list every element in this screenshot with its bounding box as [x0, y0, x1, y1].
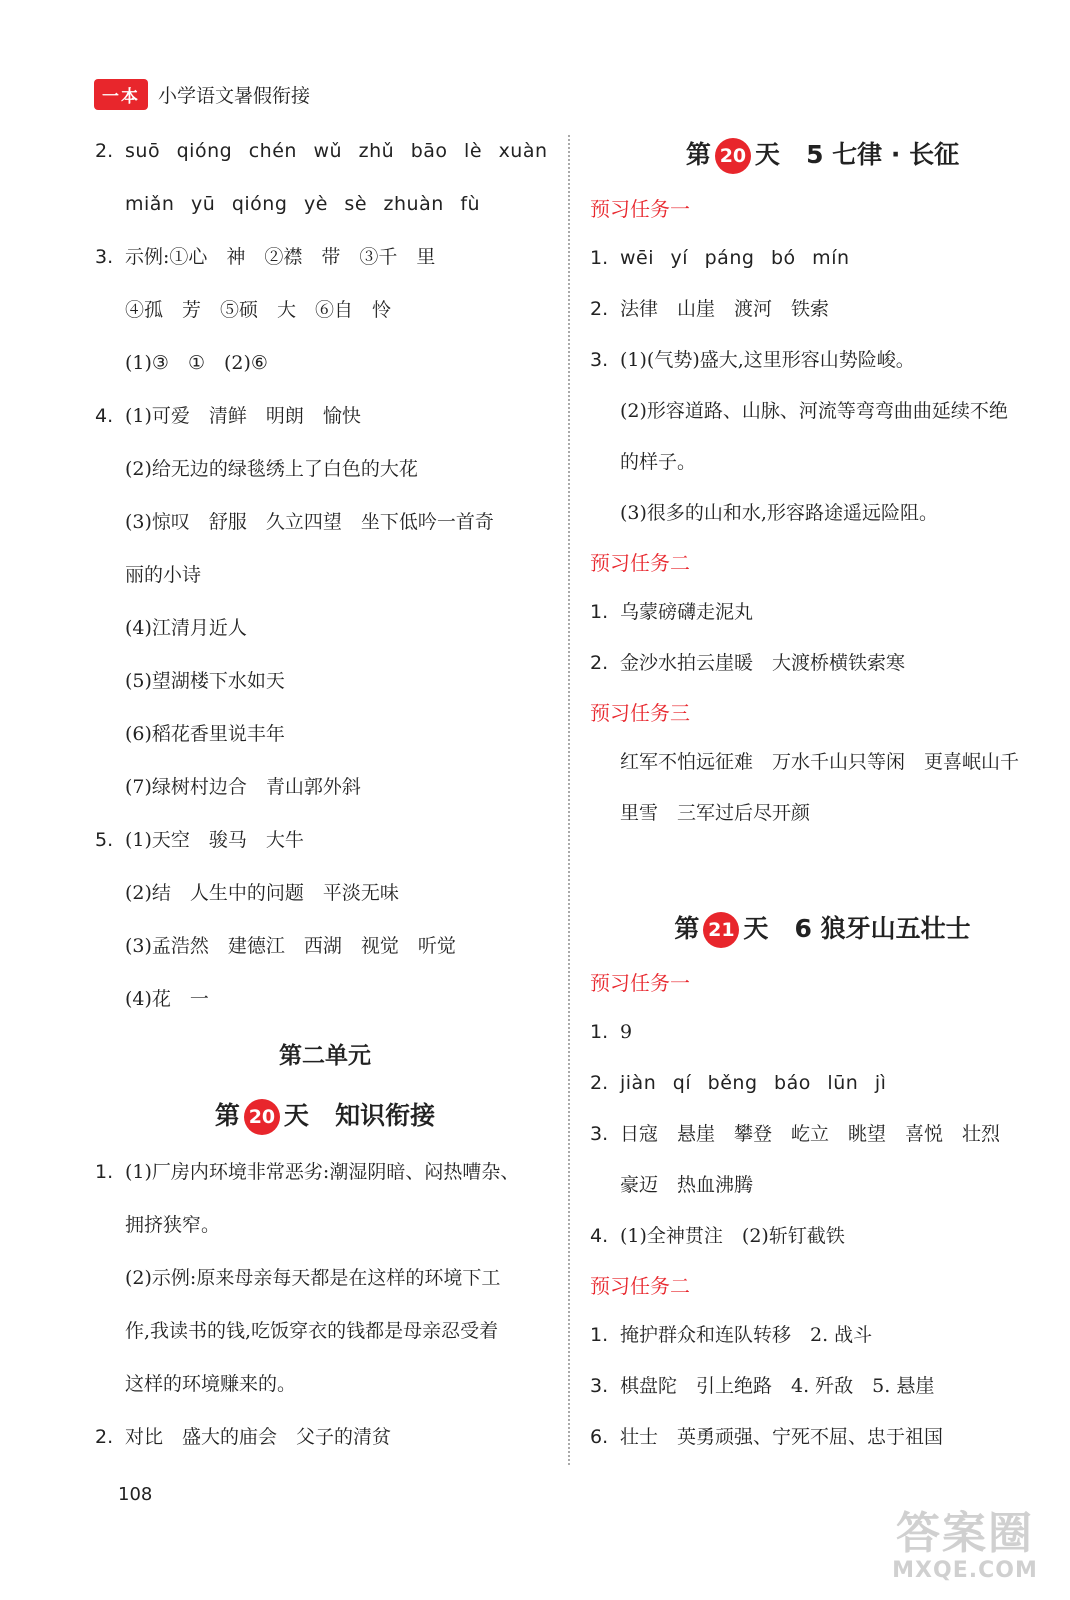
answer-line [95, 867, 555, 920]
answer-text: 里雪 三军过后尽开颜 [620, 802, 811, 824]
day-heading-right-2: 第 21 天 6 狼牙山五壮士 [590, 899, 1055, 959]
answer-text: 金沙水拍云崖暖 大渡桥横铁索寒 [620, 652, 906, 674]
task-heading: 预习任务二 [590, 551, 690, 575]
answer-text: (2)结 人生中的问题 平淡无味 [125, 882, 399, 904]
answer-text: 作,我读书的钱,吃饭穿衣的钱都是母亲忍受着 [125, 1320, 499, 1342]
answer-text: (7)绿树村边合 青山郭外斜 [125, 776, 361, 798]
answer-line [590, 1109, 1055, 1160]
answer-text: wēi yí páng bó mín [620, 247, 850, 269]
answer-line [590, 1361, 1055, 1412]
answer-text: (2)给无边的绿毯绣上了白色的大花 [125, 458, 418, 480]
watermark [870, 1510, 1060, 1590]
answer-line [95, 814, 555, 867]
answer-text: 壮士 英勇顽强、宁死不屈、忠于祖国 [620, 1426, 944, 1448]
day-heading-right-1: 第 20 天 5 七律 · 长征 [590, 125, 1055, 185]
answer-line [590, 488, 1055, 539]
answer-line [590, 587, 1055, 638]
answer-text: suō qióng chén wǔ zhǔ bāo lè xuàn [125, 140, 548, 162]
answer-line [590, 1310, 1055, 1361]
watermark-text: 答案圈 [896, 1508, 1034, 1559]
answer-line [95, 231, 555, 284]
answer-line [95, 390, 555, 443]
item-number: 1. [590, 601, 609, 623]
answer-text: 这样的环境赚来的。 [125, 1373, 297, 1395]
answer-text: 法律 山崖 渡河 铁索 [620, 298, 830, 320]
item-number: 5. [95, 829, 114, 851]
answer-line [95, 602, 555, 655]
item-number: 3. [590, 1375, 609, 1397]
answer-text: 9 [620, 1021, 633, 1043]
answer-line [95, 1358, 555, 1411]
answer-line [590, 1058, 1055, 1109]
item-number: 6. [590, 1426, 609, 1448]
day-number-badge: 20 [244, 1099, 280, 1135]
answer-line [95, 337, 555, 390]
day-number-badge: 20 [715, 138, 751, 174]
answer-line [95, 1146, 555, 1199]
watermark-url: MXQE.COM [892, 1558, 1038, 1583]
answer-text: 对比 盛大的庙会 父子的清贫 [125, 1426, 392, 1448]
answer-text: (2)形容道路、山脉、河流等弯弯曲曲延续不绝 [620, 400, 1008, 422]
answer-text: 拥挤狭窄。 [125, 1214, 221, 1236]
item-number: 1. [95, 1161, 114, 1183]
answer-text: 豪迈 热血沸腾 [620, 1174, 754, 1196]
book-title: 小学语文暑假衔接 [158, 84, 311, 107]
item-number: 1. [590, 1021, 609, 1043]
answer-line [95, 125, 555, 178]
answer-line [590, 233, 1055, 284]
item-number: 4. [590, 1225, 609, 1247]
answer-line [95, 1305, 555, 1358]
item-number: 3. [95, 246, 114, 268]
brand-logo: 一本 [94, 79, 148, 110]
answer-text: 红军不怕远征难 万水千山只等闲 更喜岷山千 [620, 751, 1020, 773]
task-heading: 预习任务一 [590, 197, 690, 221]
answer-line [590, 386, 1055, 437]
answer-text: (3)孟浩然 建德江 西湖 视觉 听觉 [125, 935, 456, 957]
task-heading: 预习任务二 [590, 1274, 690, 1298]
page-number: 108 [118, 1484, 153, 1505]
column-divider [568, 135, 570, 1465]
item-number: 2. [590, 298, 609, 320]
answer-text: 的样子。 [620, 451, 697, 473]
answer-text: (5)望湖楼下水如天 [125, 670, 285, 692]
answer-text: (4)江清月近人 [125, 617, 247, 639]
answer-text: (4)花 一 [125, 988, 209, 1010]
answer-line [95, 549, 555, 602]
answer-text: 棋盘陀 引上绝路 4. 歼敌 5. 悬崖 [620, 1375, 935, 1397]
day-number-badge: 21 [703, 912, 739, 948]
answer-line [590, 335, 1055, 386]
answer-text: 丽的小诗 [125, 564, 202, 586]
item-number: 2. [590, 1072, 609, 1094]
left-column [95, 125, 555, 1464]
answer-line [95, 708, 555, 761]
right-column [590, 125, 1055, 1463]
unit-title: 第二单元 [279, 1043, 371, 1069]
answer-line [95, 1252, 555, 1305]
answer-text: (1)可爱 清鲜 明朗 愉快 [125, 405, 361, 427]
answer-text: (6)稻花香里说丰年 [125, 723, 285, 745]
answer-text: ④孤 芳 ⑤硕 大 ⑥自 怜 [125, 299, 392, 321]
answer-text: 乌蒙磅礴走泥丸 [620, 601, 754, 623]
day-heading-left: 第 20 天 知识衔接 [95, 1086, 555, 1146]
item-number: 4. [95, 405, 114, 427]
answer-line [590, 1007, 1055, 1058]
answer-text: (1)③ ① (2)⑥ [125, 352, 268, 374]
answer-line [95, 1199, 555, 1252]
task-heading: 预习任务三 [590, 701, 690, 725]
answer-text: (2)示例:原来母亲每天都是在这样的环境下工 [125, 1267, 501, 1289]
answer-line [95, 1411, 555, 1464]
answer-line [95, 178, 555, 231]
answer-line [95, 284, 555, 337]
answer-line [590, 1211, 1055, 1262]
item-number: 2. [95, 140, 114, 162]
item-number: 3. [590, 349, 609, 371]
answer-text: (1)厂房内环境非常恶劣:潮湿阴暗、闷热嘈杂、 [125, 1161, 520, 1183]
answer-text: jiàn qí běng báo lūn jì [620, 1072, 887, 1094]
answer-text: (3)很多的山和水,形容路途遥远险阻。 [620, 502, 938, 524]
answer-line [590, 788, 1055, 839]
answer-text: 掩护群众和连队转移 2. 战斗 [620, 1324, 873, 1346]
answer-text: 日寇 悬崖 攀登 屹立 眺望 喜悦 壮烈 [620, 1123, 1001, 1145]
answer-line [590, 1160, 1055, 1211]
answer-text: 示例:①心 神 ②襟 带 ③千 里 [125, 246, 436, 268]
answer-line [95, 920, 555, 973]
answer-line [590, 1412, 1055, 1463]
answer-line [590, 737, 1055, 788]
answer-line [590, 437, 1055, 488]
answer-text: (1)天空 骏马 大牛 [125, 829, 304, 851]
answer-text: (1)(气势)盛大,这里形容山势险峻。 [620, 349, 915, 371]
item-number: 2. [95, 1426, 114, 1448]
answer-line [590, 284, 1055, 335]
answer-line [590, 638, 1055, 689]
answer-line [95, 655, 555, 708]
item-number: 1. [590, 1324, 609, 1346]
answer-text: miǎn yū qióng yè sè zhuàn fù [125, 193, 481, 215]
item-number: 2. [590, 652, 609, 674]
answer-text: (1)全神贯注 (2)斩钉截铁 [620, 1225, 845, 1247]
page-header [94, 78, 310, 110]
answer-text: (3)惊叹 舒服 久立四望 坐下低吟一首奇 [125, 511, 494, 533]
task-heading: 预习任务一 [590, 971, 690, 995]
item-number: 1. [590, 247, 609, 269]
answer-line [95, 761, 555, 814]
answer-line [95, 973, 555, 1026]
answer-line [95, 496, 555, 549]
answer-line [95, 443, 555, 496]
item-number: 3. [590, 1123, 609, 1145]
